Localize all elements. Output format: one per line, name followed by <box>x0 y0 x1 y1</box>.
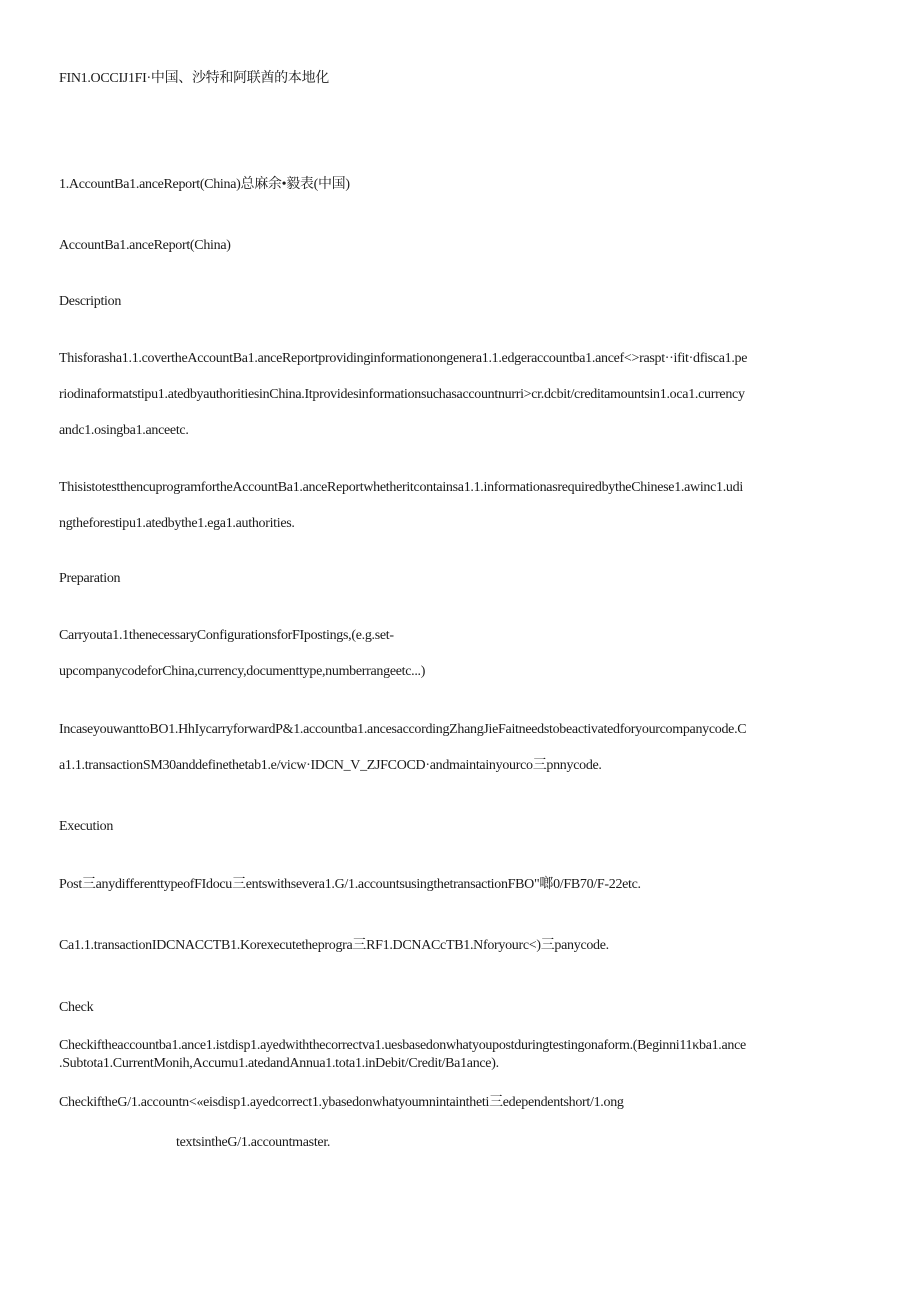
preparation-para2-line2: a1.1.transactionSM30anddefinethetab1.e/vicw·IDCN_V_ZJFCOCD·andmaintainyourco三pnnycode. <box>59 758 602 773</box>
preparation-para2-line1: IncaseyouwanttoBO1.HhIycarryforwardP&1.accountba1.ancesaccordingZhangJieFaitneedstobeactivatedforyourcompanycode.C <box>59 722 747 737</box>
description-para1-line3: andc1.osingba1.anceetc. <box>59 423 189 438</box>
execution-heading: Execution <box>59 819 114 834</box>
document-title: FIN1.OCCIJ1FI·中国、沙特和阿联酋的本地化 <box>59 71 329 86</box>
report-name: AccountBa1.anceReport(China) <box>59 238 231 253</box>
check-para2-line1: CheckiftheG/1.accountn<«eisdisp1.ayedcorrect1.ybasedonwhatyoumnintaintheti三edependentshort/1.ong <box>59 1095 624 1110</box>
section-heading: 1.AccountBa1.anceReport(China)总麻余•毅表(中国) <box>59 177 350 192</box>
description-para2-line1: ThisistotestthencuprogramfortheAccountBa1.anceReportwhetheritcontainsa1.1.informationasrequiredbytheChinese1.awinc1.udi <box>59 480 743 495</box>
description-para2-line2: ngtheforestipu1.atedbythe1.ega1.authorities. <box>59 516 295 531</box>
check-para2-line2: textsintheG/1.accountmaster. <box>176 1135 331 1150</box>
check-para1-line1: Checkiftheaccountba1.ance1.istdisp1.ayedwiththecorrectva1.uesbasedonwhatyoupostduringtestingonaform.(Beginni11κba1.ance <box>59 1038 746 1053</box>
description-para1-line2: riodinaformatstipu1.atedbyauthoritiesinChina.Itprovidesinformationsuchasaccountnurri>cr.dcbit/creditamountsin1.oca1.currency <box>59 387 745 402</box>
description-heading: Description <box>59 294 122 309</box>
preparation-para1-line2: upcompanycodeforChina,currency,documenttype,numberrangeetc...) <box>59 664 426 679</box>
check-para1-line2: .Subtota1.CurrentMonih,Accumu1.atedandAnnua1.tota1.inDebit/Credit/Ba1ance). <box>59 1056 499 1071</box>
execution-para1: Post三anydifferenttypeofFIdocu三entswithsevera1.G/1.accountsusingthetransactionFBO"啷0/FB70/F-22etc. <box>59 877 641 892</box>
check-heading: Check <box>59 1000 94 1015</box>
execution-para2: Ca1.1.transactionIDCNACCTB1.Korexecutetheprogra三RF1.DCNACcTB1.Nforyourc<)三panycode. <box>59 938 609 953</box>
description-para1-line1: Thisforasha1.1.covertheAccountBa1.anceReportprovidinginformationongenera1.1.edgeraccountba1.ancef<>raspt··ifit·dfisca1.pe <box>59 351 748 366</box>
preparation-heading: Preparation <box>59 571 121 586</box>
preparation-para1-line1: Carryouta1.1thenecessaryConfigurationsforFIpostings,(e.g.set- <box>59 628 394 643</box>
